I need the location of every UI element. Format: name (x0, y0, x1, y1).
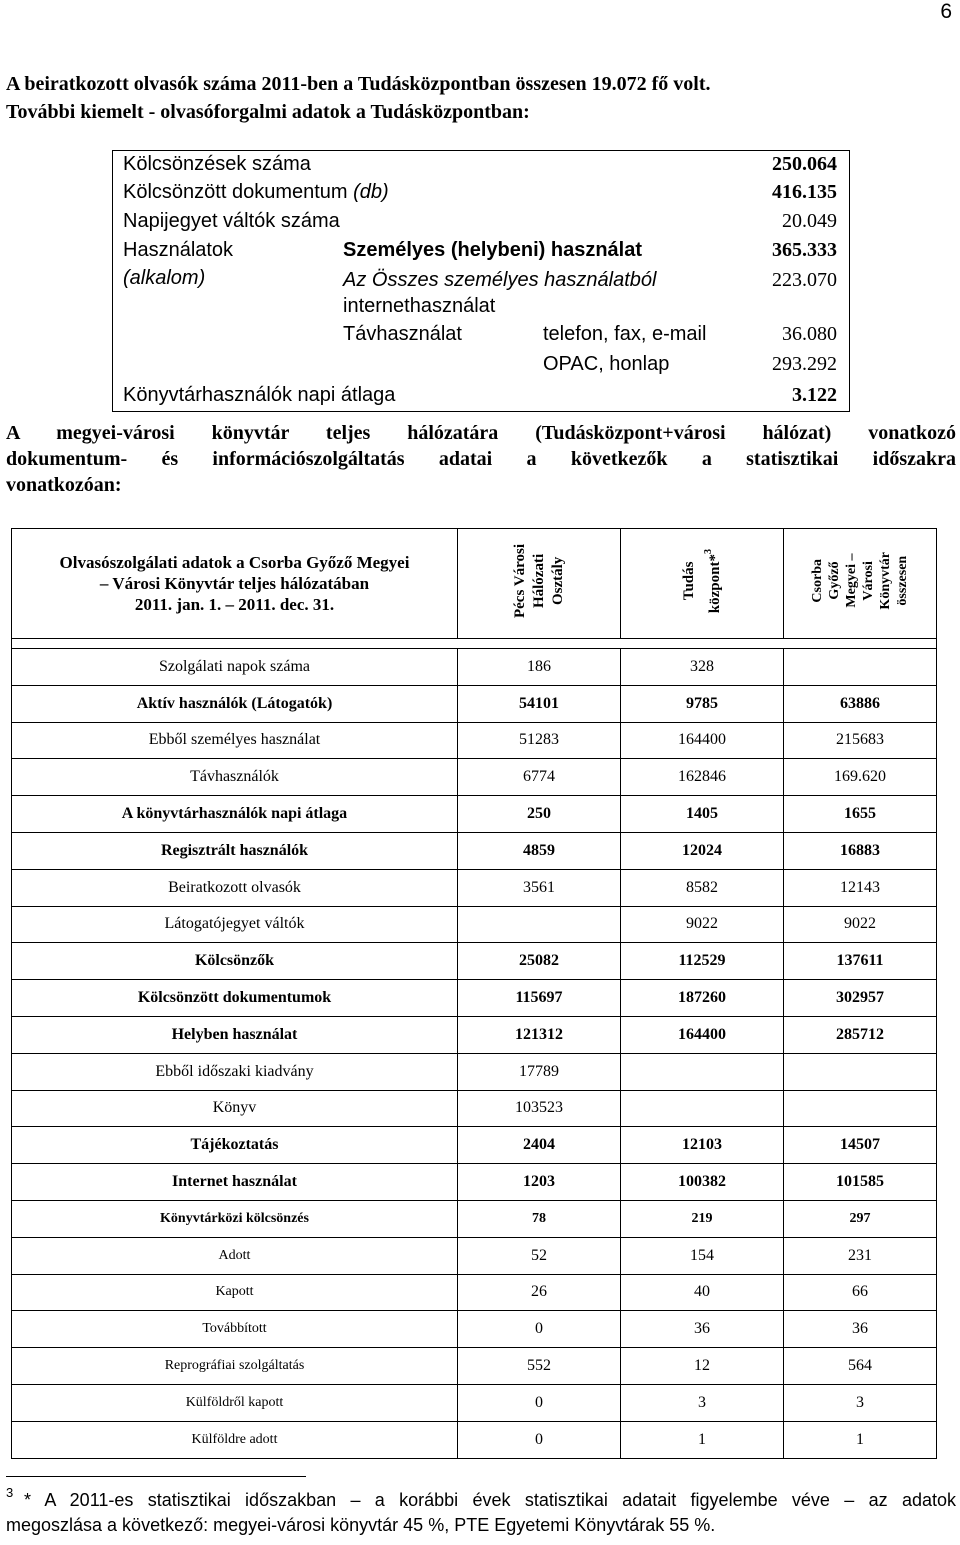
row-value-col3: 16883 (784, 832, 937, 869)
row-value-col2: 12103 (621, 1127, 784, 1164)
row-value-col1: 4859 (458, 832, 621, 869)
network-paragraph (6, 420, 956, 498)
table-row (12, 1090, 937, 1127)
row-value-col1 (458, 906, 621, 943)
row-value-col1: 115697 (458, 980, 621, 1017)
table-row (12, 1421, 937, 1458)
col-header-tudaskozpont (621, 529, 784, 639)
footnote-separator (6, 1476, 306, 1477)
remote-use-label: Távhasználat (343, 323, 462, 345)
row-value-col3: 564 (784, 1348, 937, 1385)
table-title-line-2: – Városi Könyvtár teljes hálózatában (99, 574, 370, 593)
col2-line1: Tudás (680, 561, 697, 601)
col1-line3: Osztály (549, 556, 566, 606)
footnote-marker: 3 (6, 1485, 14, 1500)
internet-use-label: internethasználat (343, 295, 496, 317)
row-value-col2: 1 (621, 1421, 784, 1458)
loaned-docs-text: Kölcsönzött dokumentum (123, 181, 348, 203)
row-value-col2 (621, 1090, 784, 1127)
row-value-col3: 169.620 (784, 759, 937, 796)
row-value-col2: 1405 (621, 796, 784, 833)
row-label: Adott (12, 1237, 458, 1274)
footnote-line-2: megoszlása a következő: megyei-városi könyvtár 45 %, PTE Egyetemi Könyvtárak 55 %. (6, 1515, 716, 1535)
day-ticket-value: 20.049 (782, 210, 837, 232)
table-row (12, 649, 937, 686)
opac-label: OPAC, honlap (543, 353, 670, 375)
row-value-col1: 186 (458, 649, 621, 686)
table-row (12, 1237, 937, 1274)
col2-line2: központ* (706, 553, 723, 614)
reader-service-table (11, 528, 937, 1459)
footnote-line-1: * A 2011-es statisztikai időszakban – a korábbi évek statisztikai adatait figyelembe véve – az adatok (24, 1490, 956, 1510)
col-header-pecs-text (511, 544, 568, 618)
table-title-line-3: 2011. jan. 1. – 2011. dec. 31. (134, 595, 335, 614)
row-value-col3: 3 (784, 1384, 937, 1421)
col3-line5: Könyvtár (878, 552, 893, 610)
row-value-col1: 552 (458, 1348, 621, 1385)
row-label: Helyben használat (12, 1016, 458, 1053)
row-label: Külföldről kapott (12, 1384, 458, 1421)
row-value-col1: 0 (458, 1384, 621, 1421)
row-value-col3 (784, 1053, 937, 1090)
loaned-docs-label (123, 179, 389, 205)
row-value-col3: 36 (784, 1311, 937, 1348)
row-value-col1: 121312 (458, 1016, 621, 1053)
row-value-col2: 219 (621, 1200, 784, 1237)
paragraph-line-3: vonatkozóan: (6, 474, 122, 496)
row-value-col2: 162846 (621, 759, 784, 796)
row-value-col2: 187260 (621, 980, 784, 1017)
loaned-docs-value: 416.135 (772, 181, 837, 203)
opac-value: 293.292 (772, 353, 837, 375)
table-title (12, 529, 458, 639)
row-value-col2: 8582 (621, 869, 784, 906)
table-row (12, 1053, 937, 1090)
row-label: Kölcsönzők (12, 943, 458, 980)
row-label: Kapott (12, 1274, 458, 1311)
row-value-col3: 231 (784, 1237, 937, 1274)
col3-line3: Megyei – (844, 553, 859, 609)
daily-average-value: 3.122 (792, 384, 837, 406)
col-header-osszesen-text (809, 552, 911, 610)
paragraph-line-2: dokumentum- és információszolgáltatás adatai a következők a statisztikai időszakra (6, 448, 956, 470)
row-value-col3: 1 (784, 1421, 937, 1458)
row-value-col1: 103523 (458, 1090, 621, 1127)
row-label: Külföldre adott (12, 1421, 458, 1458)
table-row (12, 722, 937, 759)
row-value-col3: 137611 (784, 943, 937, 980)
row-value-col3: 1655 (784, 796, 937, 833)
footnote (6, 1480, 956, 1538)
table-row (12, 759, 937, 796)
row-label: A könyvtárhasználók napi átlaga (12, 796, 458, 833)
table-header-row (12, 529, 937, 639)
row-value-col1: 3561 (458, 869, 621, 906)
table-row (12, 1127, 937, 1164)
row-value-col2: 12 (621, 1348, 784, 1385)
row-value-col1: 2404 (458, 1127, 621, 1164)
row-value-col1: 0 (458, 1311, 621, 1348)
loans-value: 250.064 (772, 153, 837, 175)
table-row (12, 796, 937, 833)
row-label: Reprográfiai szolgáltatás (12, 1348, 458, 1385)
row-label: Távhasználók (12, 759, 458, 796)
row-value-col1: 78 (458, 1200, 621, 1237)
of-all-personal-label: Az Összes személyes használatból (343, 269, 657, 291)
row-value-col3 (784, 1090, 937, 1127)
row-value-col2: 12024 (621, 832, 784, 869)
table-spacer-row (12, 639, 937, 649)
col2-sup: 3 (702, 548, 714, 554)
table-row (12, 1274, 937, 1311)
row-label: Látogatójegyet váltók (12, 906, 458, 943)
intro-text (6, 70, 956, 126)
day-ticket-label: Napijegyet váltók száma (123, 210, 340, 232)
row-label: Kölcsönzött dokumentumok (12, 980, 458, 1017)
row-label: Aktív használók (Látogatók) (12, 685, 458, 722)
row-value-col2 (621, 1053, 784, 1090)
col3-line4: Városi (861, 561, 876, 601)
row-value-col2: 3 (621, 1384, 784, 1421)
row-value-col3: 215683 (784, 722, 937, 759)
row-value-col2: 36 (621, 1311, 784, 1348)
table-row (12, 832, 937, 869)
row-value-col1: 6774 (458, 759, 621, 796)
col-header-pecs (458, 529, 621, 639)
row-value-col3: 285712 (784, 1016, 937, 1053)
row-value-col1: 52 (458, 1237, 621, 1274)
col3-line2: Győző (827, 561, 842, 601)
usages-label: Használatok (123, 239, 234, 261)
table-row (12, 980, 937, 1017)
paragraph-line-1: A megyei-városi könyvtár teljes hálózatára (Tudásközpont+városi hálózat) vonatkozó (6, 422, 956, 444)
row-value-col2: 9785 (621, 685, 784, 722)
row-value-col2: 112529 (621, 943, 784, 980)
row-label: Internet használat (12, 1164, 458, 1201)
row-label: Tájékoztatás (12, 1127, 458, 1164)
row-label: Továbbított (12, 1311, 458, 1348)
row-label: Könyvtárközi kölcsönzés (12, 1200, 458, 1237)
row-value-col2: 164400 (621, 1016, 784, 1053)
row-value-col2: 328 (621, 649, 784, 686)
row-value-col1: 25082 (458, 943, 621, 980)
row-value-col1: 17789 (458, 1053, 621, 1090)
row-value-col3: 297 (784, 1200, 937, 1237)
intro-line-2: További kiemelt - olvasóforgalmi adatok a Tudásközpontban: (6, 101, 530, 123)
row-value-col3: 101585 (784, 1164, 937, 1201)
row-value-col1: 51283 (458, 722, 621, 759)
col-header-tudaskozpont-text (680, 549, 725, 613)
row-value-col2: 40 (621, 1274, 784, 1311)
loans-label: Kölcsönzések száma (123, 153, 311, 175)
row-value-col2: 154 (621, 1237, 784, 1274)
phone-fax-value: 36.080 (782, 323, 837, 345)
row-value-col2: 100382 (621, 1164, 784, 1201)
phone-fax-label: telefon, fax, e-mail (543, 323, 707, 345)
internet-use-value: 223.070 (772, 269, 837, 291)
reader-stats-box (112, 150, 850, 412)
table-row (12, 1164, 937, 1201)
loaned-docs-unit: (db) (353, 181, 389, 203)
col1-line2: Hálózati (530, 553, 547, 609)
table-row (12, 943, 937, 980)
row-value-col1: 250 (458, 796, 621, 833)
table-row (12, 685, 937, 722)
row-label: Szolgálati napok száma (12, 649, 458, 686)
table-spacer (12, 639, 937, 649)
row-value-col3: 9022 (784, 906, 937, 943)
row-value-col3: 63886 (784, 685, 937, 722)
table-row (12, 906, 937, 943)
row-value-col1: 0 (458, 1421, 621, 1458)
row-label: Ebből személyes használat (12, 722, 458, 759)
table-row (12, 1348, 937, 1385)
row-value-col1: 26 (458, 1274, 621, 1311)
table-title-line-1: Olvasószolgálati adatok a Csorba Győző Megyei (59, 553, 410, 572)
row-value-col1: 1203 (458, 1164, 621, 1201)
table-row (12, 1016, 937, 1053)
table-row (12, 1311, 937, 1348)
page-number: 6 (940, 0, 952, 23)
row-value-col2: 164400 (621, 722, 784, 759)
daily-average-label: Könyvtárhasználók napi átlaga (123, 384, 396, 406)
personal-use-label: Személyes (helybeni) használat (343, 239, 643, 261)
occasion-label: (alkalom) (123, 267, 206, 289)
table-row (12, 1200, 937, 1237)
row-value-col1: 54101 (458, 685, 621, 722)
col3-line6: összesen (895, 556, 910, 606)
row-value-col3: 302957 (784, 980, 937, 1017)
row-value-col2: 9022 (621, 906, 784, 943)
table-body (12, 649, 937, 1459)
col1-line1: Pécs Városi (511, 543, 528, 619)
row-label: Könyv (12, 1090, 458, 1127)
table-row (12, 869, 937, 906)
table-row (12, 1384, 937, 1421)
row-value-col3: 66 (784, 1274, 937, 1311)
intro-line-1: A beiratkozott olvasók száma 2011-ben a Tudásközpontban összesen 19.072 fő volt. (6, 73, 711, 95)
col3-line1: Csorba (810, 559, 825, 603)
row-value-col3: 12143 (784, 869, 937, 906)
col-header-osszesen (784, 529, 937, 639)
row-label: Regisztrált használók (12, 832, 458, 869)
row-value-col3 (784, 649, 937, 686)
row-value-col3: 14507 (784, 1127, 937, 1164)
row-label: Ebből időszaki kiadvány (12, 1053, 458, 1090)
row-label: Beiratkozott olvasók (12, 869, 458, 906)
personal-use-value: 365.333 (772, 239, 837, 261)
